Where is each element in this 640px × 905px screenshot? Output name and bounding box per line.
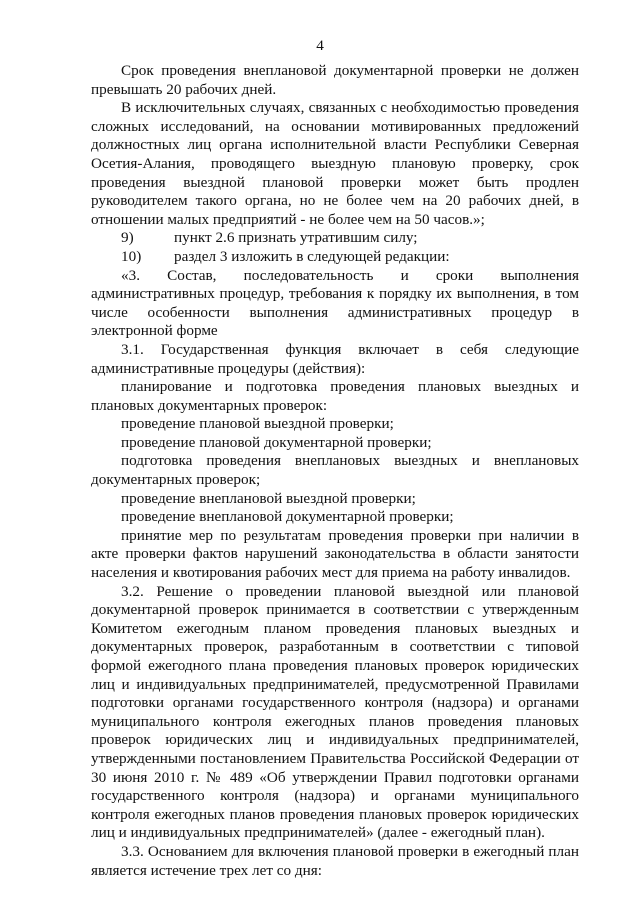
paragraph: Срок проведения внеплановой документарной проверки не должен превышать 20 рабочих дней.	[91, 62, 579, 98]
paragraph: принятие мер по результатам проведения проверки при наличии в акте проверки фактов нарушений законодательства в области занятости населения и квотирования рабочих мест для приема на работу инвалидов.	[91, 526, 579, 582]
paragraph: проведение плановой выездной проверки;	[121, 415, 394, 433]
list-item-number: 9)	[121, 229, 134, 247]
list-item-text: пункт 2.6 признать утратившим силу;	[174, 229, 418, 247]
list-item-number: 10)	[121, 247, 142, 265]
paragraph: подготовка проведения внеплановых выездных и внеплановых документарных проверок;	[91, 452, 579, 489]
list-item	[91, 248, 579, 267]
paragraph: 3.3. Основанием для включения плановой проверки в ежегодный план является истечение трех лет со дня:	[91, 842, 579, 879]
document-body	[91, 62, 579, 880]
section-heading: «3. Состав, последовательность и сроки выполнения административных процедур, требования к порядку их выполнения, в том числе особенности выполнения административных процедур в электронной форме	[91, 266, 579, 340]
paragraph: планирование и подготовка проведения плановых выездных и плановых документарных проверок:	[91, 378, 579, 414]
paragraph: проведение плановой документарной проверки;	[121, 433, 432, 451]
list-item	[91, 229, 579, 248]
page-number: 4	[316, 37, 324, 54]
paragraph: проведение внеплановой выездной проверки;	[121, 489, 416, 507]
paragraph: проведение внеплановой документарной проверки;	[121, 508, 454, 526]
paragraph: 3.2. Решение о проведении плановой выездной или плановой документарной проверок принимается в соответствии с утвержденным Комитетом ежегодным планом проведения плановых выездных и документарных проверок, разработанным в соответствии с типовой формой ежегодного плана проведения плановых проверок юридических лиц и индивидуальных предпринимателей, предусмотренной Правилами подготовки органами государственного контроля (надзора) и органами муниципального контроля ежегодных планов проведения плановых проверок юридических лиц и индивидуальных предпринимателей, утвержденными постановлением Правительства Российской Федерации от 30 июня 2010 г. № 489 «Об утверждении Правил подготовки органами государственного контроля (надзора) и органами муниципального контроля ежегодных планов проведения плановых проверок юридических лиц и индивидуальных предпринимателей» (далее - ежегодный план).	[91, 582, 579, 842]
list-item-text: раздел 3 изложить в следующей редакции:	[174, 247, 450, 265]
paragraph: В исключительных случаях, связанных с необходимостью проведения сложных исследований, на основании мотивированных предложений должностных лиц органа исполнительной власти Республики Северная Осетия-Алания, проводящего выездную плановую проверку, срок проведения выездной плановой проверки может быть продлен руководителем такого органа, но не более чем на 20 рабочих дней, в отношении малых предприятий - не более чем на 50 часов.»;	[91, 99, 579, 228]
paragraph: 3.1. Государственная функция включает в себя следующие административные процедуры (действия):	[91, 340, 579, 377]
